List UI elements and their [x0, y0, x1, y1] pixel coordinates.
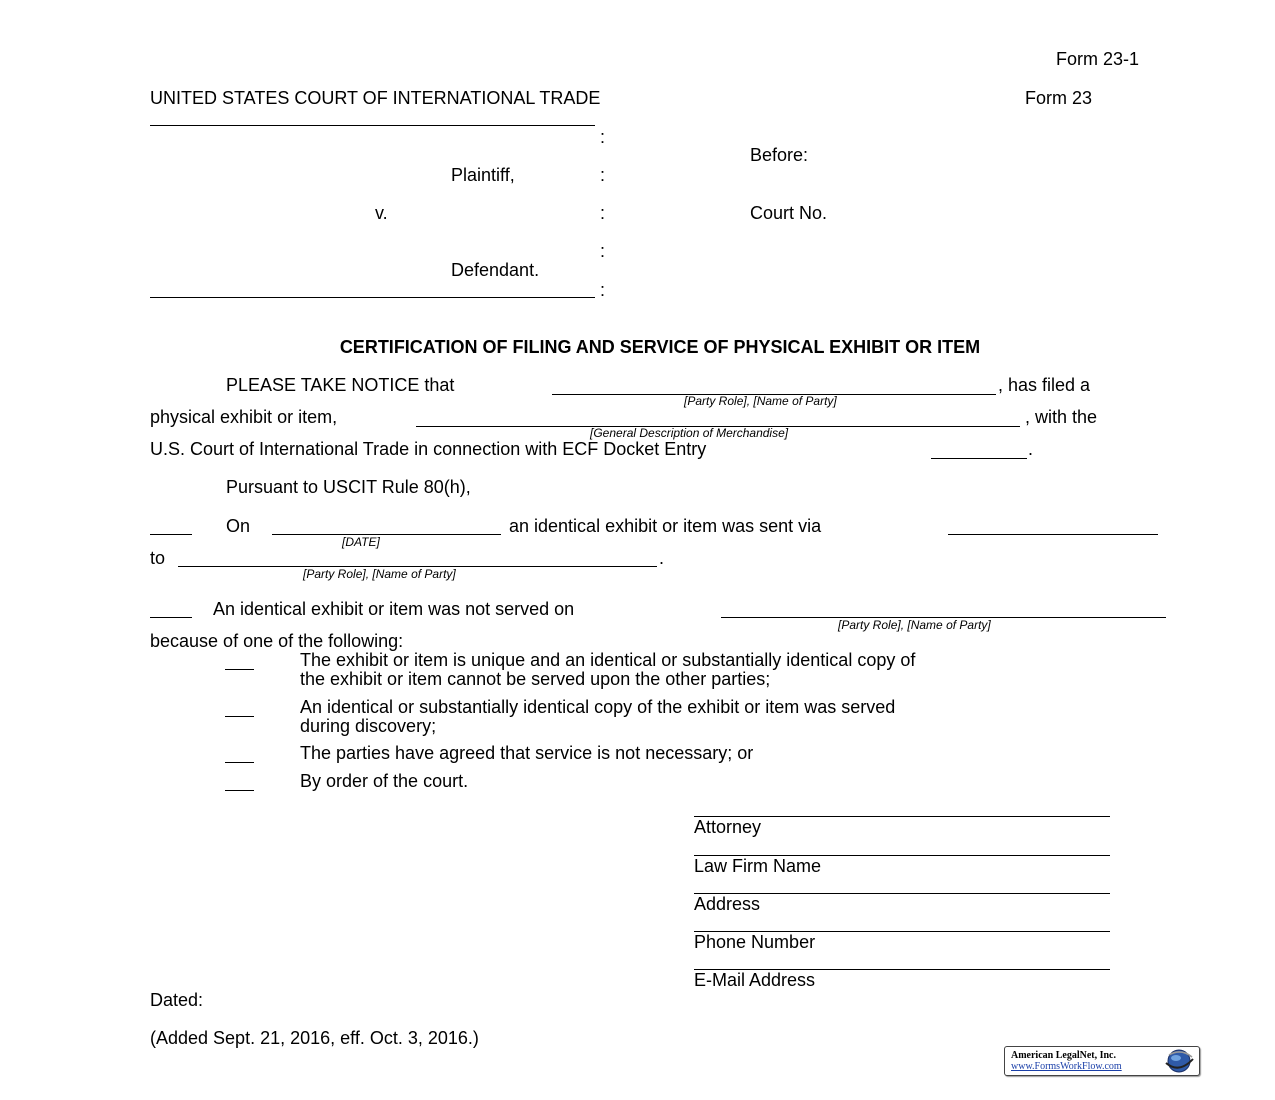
caption-colon: : — [600, 280, 606, 300]
reason-2-line1: An identical or substantially identical copy of the exhibit or item was served — [300, 697, 896, 717]
document-title: CERTIFICATION OF FILING AND SERVICE OF PHYSICAL EXHIBIT OR ITEM — [339, 337, 981, 357]
notice-period: . — [1028, 439, 1034, 459]
versus-label: v. — [375, 203, 388, 223]
notice-line3: U.S. Court of International Trade in connection with ECF Docket Entry — [150, 439, 707, 459]
served-date-line[interactable] — [272, 534, 501, 535]
amendment-note: (Added Sept. 21, 2016, eff. Oct. 3, 2016.) — [150, 1028, 479, 1048]
before-label: Before: — [750, 145, 809, 165]
not-served-text: An identical exhibit or item was not served on — [213, 599, 575, 619]
caption-colon: : — [600, 127, 606, 147]
reason-checkbox-line[interactable] — [225, 669, 254, 670]
court-name: UNITED STATES COURT OF INTERNATIONAL TRADE — [150, 88, 601, 108]
defendant-label: Defendant. — [451, 260, 540, 280]
served-period: . — [659, 548, 665, 568]
pursuant-text: Pursuant to USCIT Rule 80(h), — [226, 477, 471, 497]
phone-label: Phone Number — [694, 932, 816, 952]
reason-checkbox-line[interactable] — [225, 762, 254, 763]
caption-colon: : — [600, 203, 606, 223]
plaintiff-name-line[interactable] — [150, 125, 595, 126]
party-hint: [Party Role], [Name of Party] — [684, 394, 837, 408]
notice-line2-start: physical exhibit or item, — [150, 407, 338, 427]
email-label: E-Mail Address — [694, 970, 816, 990]
court-no-label: Court No. — [750, 203, 828, 223]
docket-entry-line[interactable] — [931, 458, 1027, 459]
because-text: because of one of the following: — [150, 631, 404, 651]
reason-3-line1: The parties have agreed that service is not necessary; or — [300, 743, 754, 763]
american-legalnet-logo[interactable] — [1004, 1046, 1200, 1076]
reason-2-line2: during discovery; — [300, 716, 437, 736]
logo-name: American LegalNet, Inc. — [1011, 1050, 1116, 1061]
not-served-checkbox-line[interactable] — [150, 617, 192, 618]
reason-1-line1: The exhibit or item is unique and an identical or substantially identical copy of — [300, 650, 916, 670]
date-hint: [DATE] — [342, 535, 380, 549]
served-to-label: to — [150, 548, 166, 568]
plaintiff-label: Plaintiff, — [451, 165, 515, 185]
served-party-hint: [Party Role], [Name of Party] — [303, 567, 456, 581]
dated-label: Dated: — [150, 990, 204, 1010]
served-on-label: On — [226, 516, 251, 536]
served-middle-text: an identical exhibit or item was sent via — [509, 516, 822, 536]
not-served-party-hint: [Party Role], [Name of Party] — [838, 618, 991, 632]
reason-checkbox-line[interactable] — [225, 716, 254, 717]
address-label: Address — [694, 894, 761, 914]
reason-4-line1: By order of the court. — [300, 771, 469, 791]
form-short: Form 23 — [1025, 88, 1093, 108]
caption-colon: : — [600, 241, 606, 261]
notice-intro: PLEASE TAKE NOTICE that — [226, 375, 455, 395]
reason-checkbox-line[interactable] — [225, 790, 254, 791]
logo-url[interactable]: www.FormsWorkFlow.com — [1011, 1061, 1122, 1072]
defendant-name-line[interactable] — [150, 297, 595, 298]
notice-line2-end: , with the — [1025, 407, 1098, 427]
caption-colon: : — [600, 165, 606, 185]
globe-icon — [1161, 1048, 1197, 1074]
merchandise-hint: [General Description of Merchandise] — [590, 426, 789, 440]
form-number: Form 23-1 — [1056, 49, 1140, 69]
notice-has-filed: , has filed a — [998, 375, 1091, 395]
served-checkbox-line[interactable] — [150, 534, 192, 535]
law-firm-label: Law Firm Name — [694, 856, 822, 876]
attorney-label: Attorney — [694, 817, 762, 837]
reason-1-line2: the exhibit or item cannot be served upon the other parties; — [300, 669, 771, 689]
served-via-line[interactable] — [948, 534, 1158, 535]
